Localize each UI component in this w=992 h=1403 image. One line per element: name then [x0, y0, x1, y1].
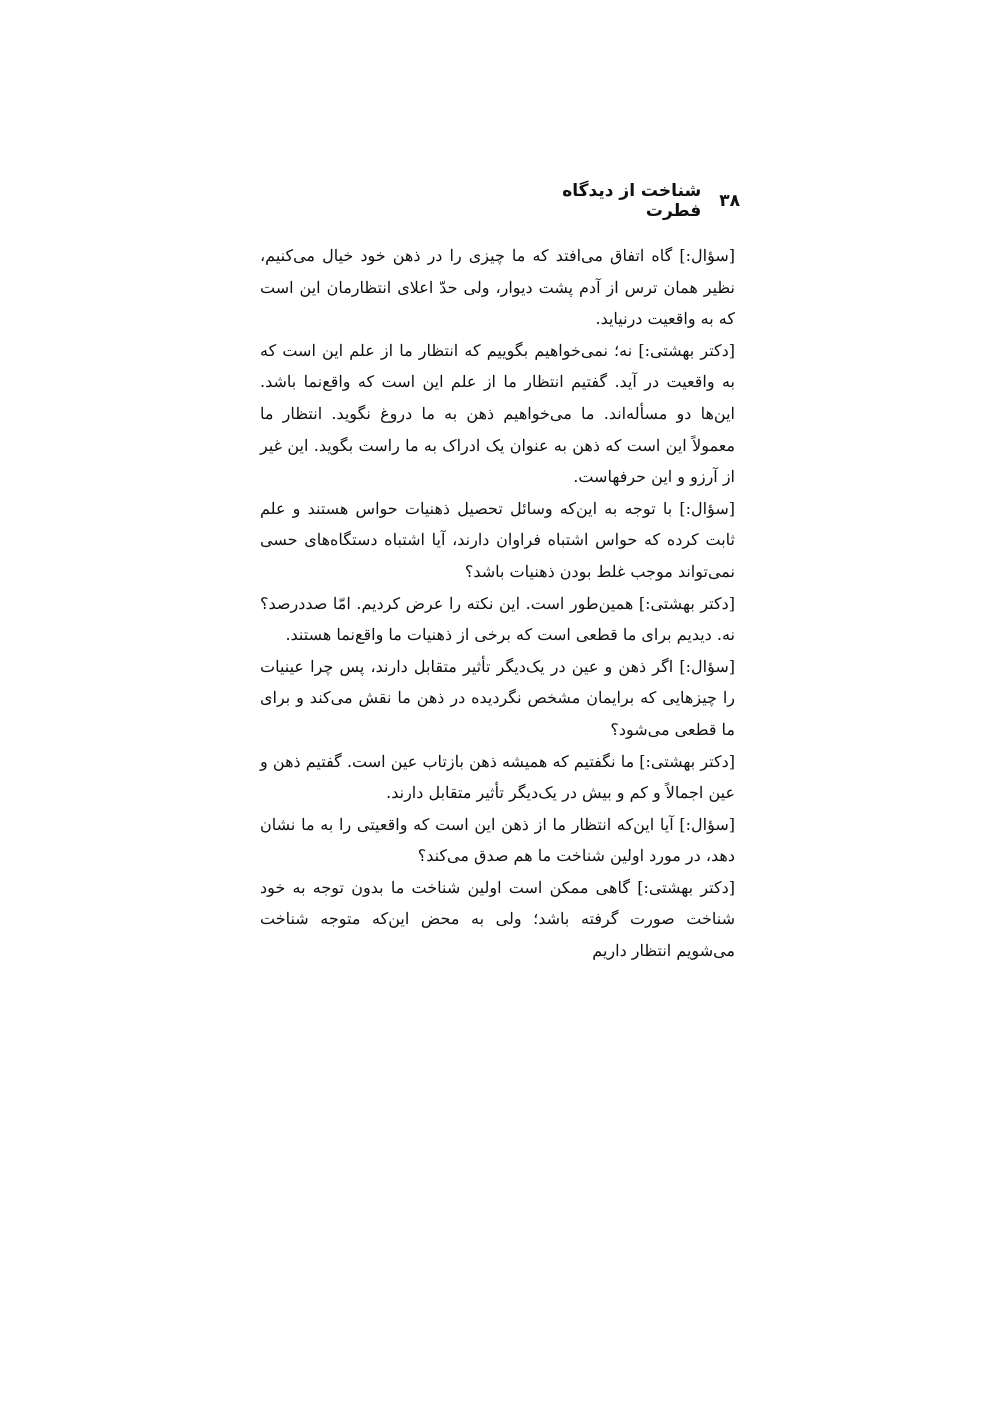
paragraph-answer	[260, 746, 735, 809]
speaker-label: [دکتر بهشتی:]	[639, 751, 735, 771]
speaker-label: [سؤال:]	[679, 498, 735, 518]
paragraph-text: ما نگفتیم که همیشه ذهن بازتاب عین است. گفتیم ذهن و عین اجمالاً و کم و بیش در یک‌دیگر تأثیر متقابل دارند.	[260, 751, 735, 803]
speaker-label: [دکتر بهشتی:]	[638, 593, 735, 613]
speaker-label: [دکتر بهشتی:]	[638, 340, 736, 360]
running-header	[520, 181, 740, 221]
running-title: شناخت از دیدگاه فطرت	[562, 181, 702, 221]
paragraph-answer	[260, 335, 735, 493]
paragraph-question	[260, 651, 735, 746]
paragraph-text: گاهی ممکن است اولین شناخت ما بدون توجه به خود شناخت صورت گرفته باشد؛ ولی به محض این‌که متوجه شناخت می‌شویم انتظار داریم	[260, 877, 735, 961]
paragraph-question	[260, 493, 735, 588]
paragraph-text: همین‌طور است. این نکته را عرض کردیم. امّا صددرصد؟ نه. دیدیم برای ما قطعی است که برخی از ذهنیات ما واقع‌نما هستند.	[260, 593, 735, 645]
paragraph-text: اگر ذهن و عین در یک‌دیگر تأثیر متقابل دارند، پس چرا عینیات را چیزهایی که برایمان مشخص نگردیده در ذهن ما نقش می‌کند و برای ما قطعی می‌شود؟	[260, 656, 735, 739]
paragraph-answer	[260, 588, 735, 651]
page-number: ۳۸	[719, 191, 740, 211]
speaker-label: [سؤال:]	[679, 246, 736, 265]
paragraph-question	[260, 809, 735, 872]
speaker-label: [سؤال:]	[679, 814, 736, 834]
paragraph-answer	[260, 872, 735, 967]
paragraph-text: با توجه به این‌که وسائل تحصیل ذهنیات حواس هستند و علم ثابت کرده که حواس اشتباه فراوان دارند، آیا اشتباه دستگاه‌های حسی نمی‌تواند موجب غلط بودن ذهنیات باشد؟	[260, 498, 735, 581]
paragraph-text: گاه اتفاق می‌افتد که ما چیزی را در ذهن خود خیال می‌کنیم، نظیر همان ترس از آدم پشت دیوار، ولی حدّ اعلای انتظارمان این است که به واقعیت درنیاید.	[260, 246, 735, 329]
paragraph-question	[260, 240, 735, 335]
speaker-label: [سؤال:]	[679, 656, 735, 676]
paragraph-text: آیا این‌که انتظار ما از ذهن این است که واقعیتی را به ما نشان دهد، در مورد اولین شناخت ما هم صدق می‌کند؟	[260, 814, 735, 866]
paragraph-text: نه؛ نمی‌خواهیم بگوییم که انتظار ما از علم این است که به واقعیت در آید. گفتیم انتظار ما از علم این است که واقع‌نما باشد. این‌ها دو مسأله‌اند. ما می‌خواهیم ذهن به ما دروغ نگوید. انتظار ما معمولاً این است که ذهن به عنوان یک ادراک به ما راست بگوید. این غیر از آرزو و این حرفهاست.	[260, 340, 736, 487]
speaker-label: [دکتر بهشتی:]	[637, 877, 735, 897]
body-text	[260, 240, 735, 967]
